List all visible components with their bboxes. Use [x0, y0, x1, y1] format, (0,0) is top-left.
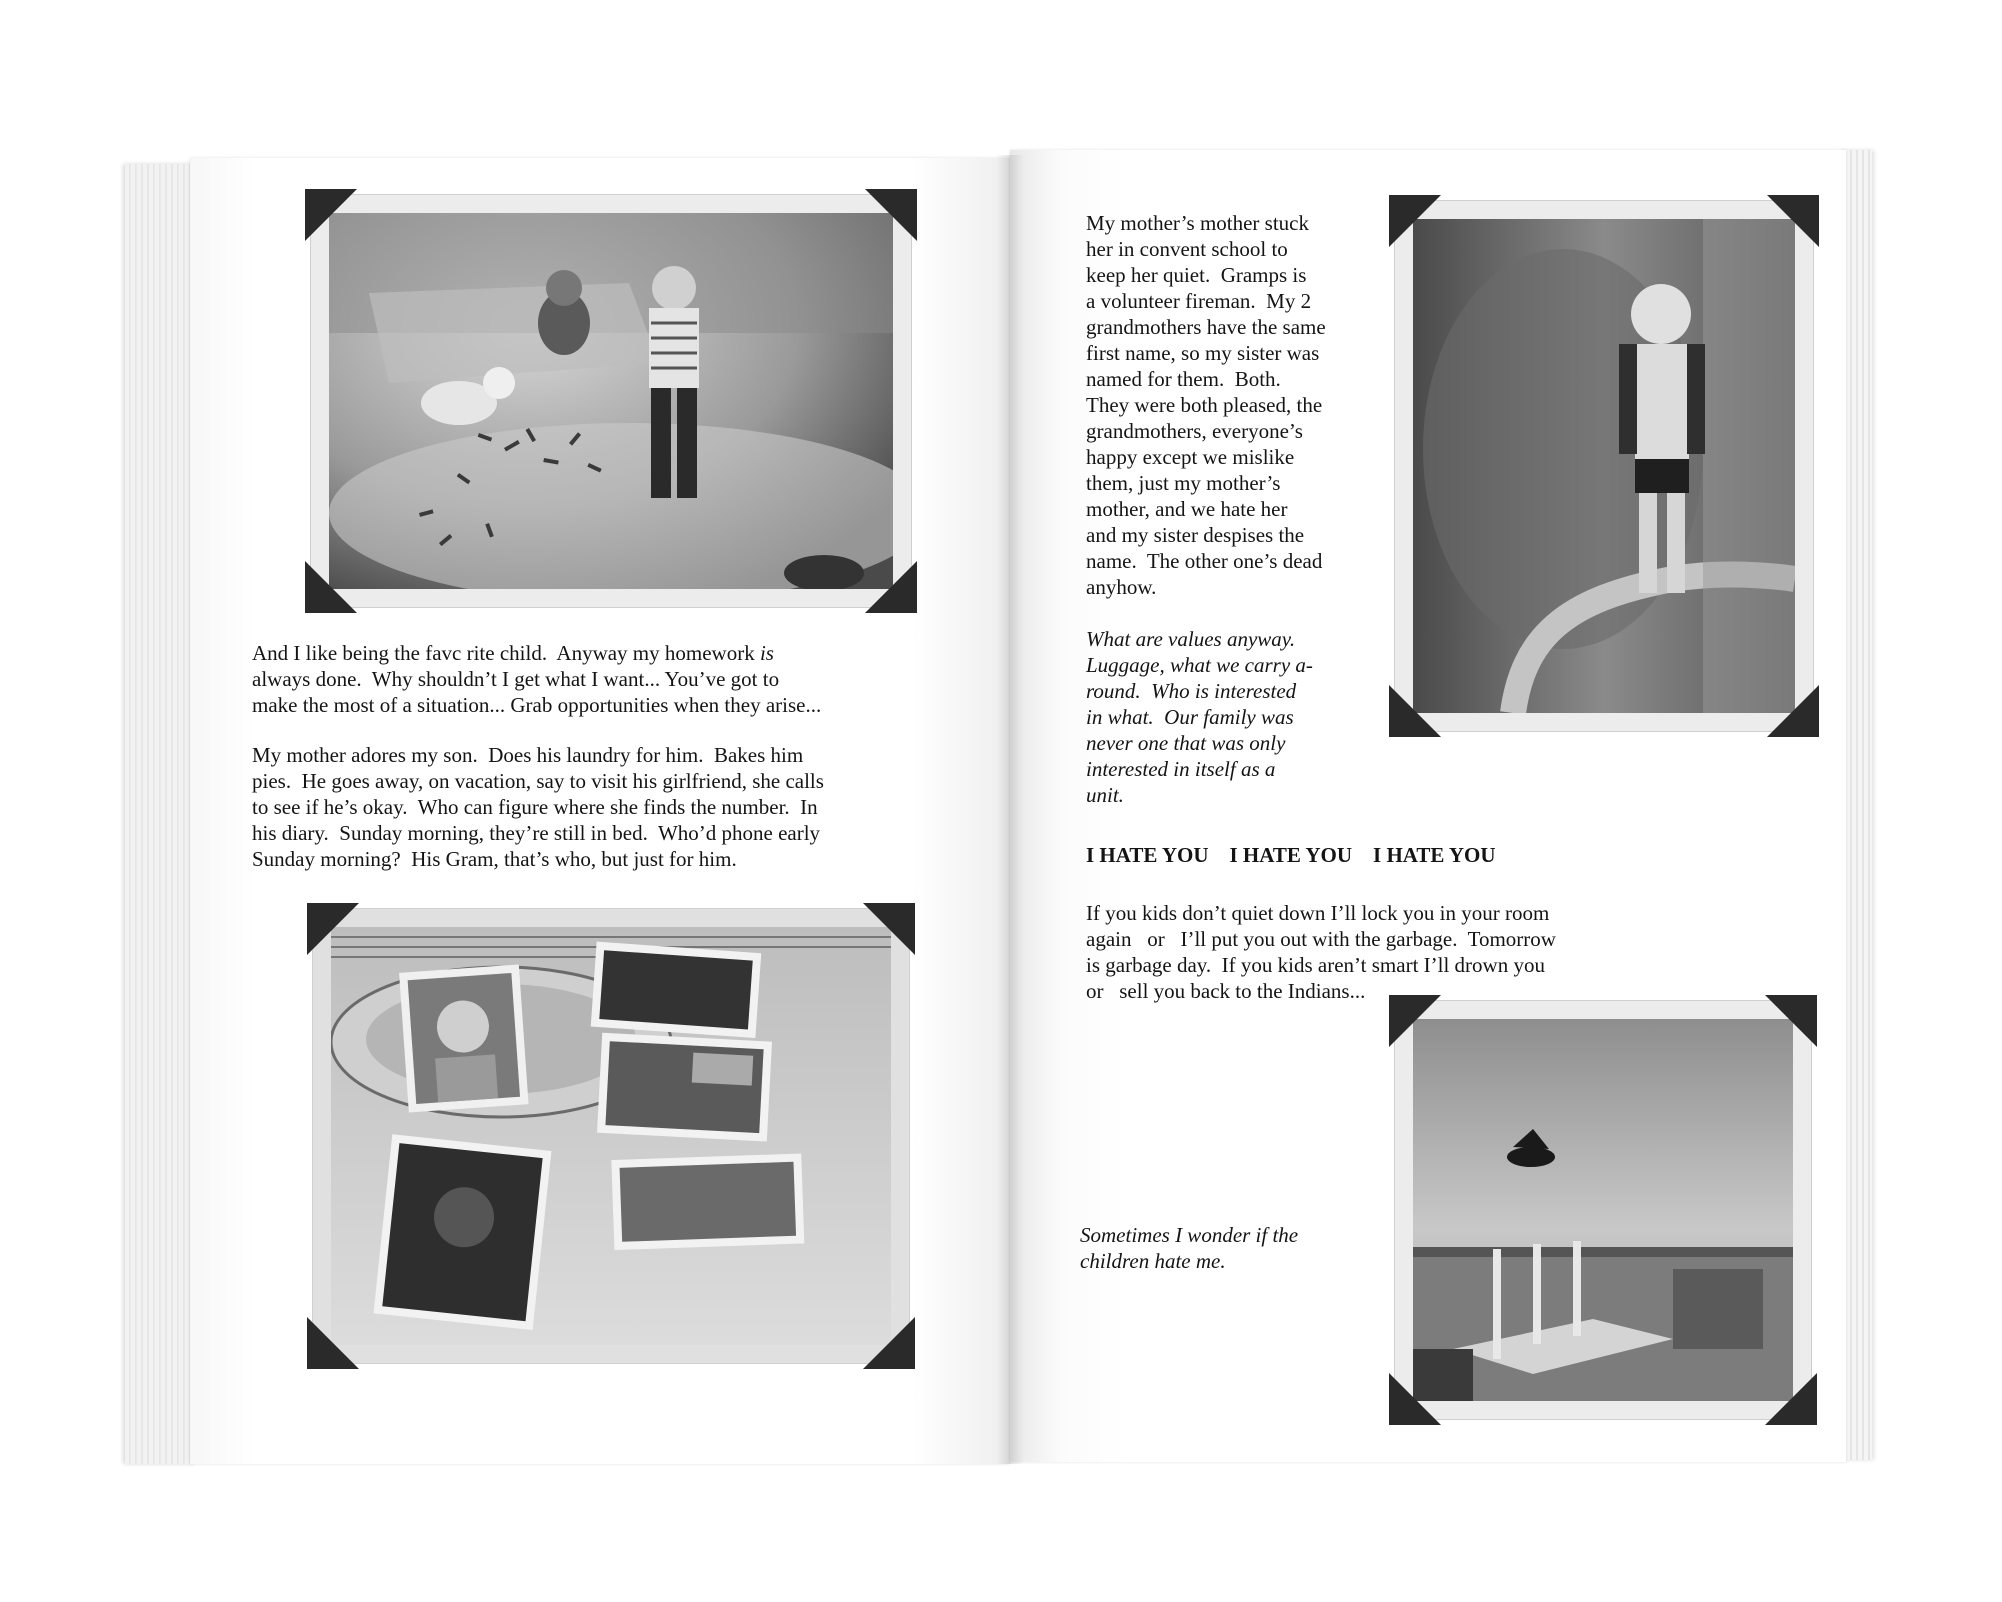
photo-dock-with-bird — [1394, 1000, 1812, 1420]
photo-corner-icon — [863, 1317, 915, 1369]
photo-snapshots-on-plate-image — [331, 927, 891, 1345]
photo-snapshots-on-plate — [312, 908, 910, 1364]
left-paragraph-1-emphasis: is — [759, 641, 774, 665]
photo-children-playing — [310, 194, 912, 608]
book-gutter — [996, 155, 1024, 1464]
photo-boy-standing — [1394, 200, 1814, 732]
photo-corner-icon — [1389, 995, 1441, 1047]
photo-corner-icon — [863, 903, 915, 955]
photo-corner-icon — [1389, 195, 1441, 247]
right-heading: I HATE YOU I HATE YOU I HATE YOU — [1086, 843, 1496, 867]
photo-corner-icon — [1765, 995, 1817, 1047]
photo-boy-standing-image — [1413, 219, 1795, 713]
left-paragraph-1-part-1: And I like being the favc rite child. Anyway my homework — [252, 641, 760, 665]
left-paragraph-1 — [252, 640, 972, 718]
left-page-edges — [125, 164, 195, 1464]
photo-corner-icon — [1389, 1373, 1441, 1425]
left-paragraph-1-part-2: always done. Why shouldn’t I get what I want... You’ve got to make the most of a situation... Grab opportunities when they arise... — [252, 667, 822, 717]
photo-corner-icon — [865, 189, 917, 241]
photo-corner-icon — [1765, 1373, 1817, 1425]
photo-corner-icon — [305, 561, 357, 613]
right-italic-paragraph: What are values anyway. Luggage, what we carry a- round. Who is interested in what. Our family was never one that was only interested in itself as a unit. — [1086, 627, 1313, 807]
photo-caption: Sometimes I wonder if the children hate me. — [1080, 1223, 1299, 1273]
photo-children-playing-image — [329, 213, 893, 589]
photo-corner-icon — [307, 903, 359, 955]
photo-corner-icon — [865, 561, 917, 613]
right-paragraph-2: If you kids don’t quiet down I’ll lock you in your room again or I’ll put you out with the garbage. Tomorrow is garbage day. If you kids aren’t smart I’ll drown you or sell you back to the Indians... — [1086, 901, 1556, 1003]
photo-corner-icon — [305, 189, 357, 241]
left-paragraph-2: My mother adores my son. Does his laundry for him. Bakes him pies. He goes away, on vacation, say to visit his girlfriend, she calls to see if he’s okay. Who can figure where she finds the number. In his diary. Sunday morning, they’re still in bed. Who’d phone early Sunday morning? His Gram, that’s who, but just for him. — [252, 743, 824, 871]
photo-corner-icon — [307, 1317, 359, 1369]
photo-dock-with-bird-image — [1413, 1019, 1793, 1401]
photo-corner-icon — [1767, 195, 1819, 247]
photo-corner-icon — [1389, 685, 1441, 737]
photo-corner-icon — [1767, 685, 1819, 737]
right-paragraph-1: My mother’s mother stuck her in convent school to keep her quiet. Gramps is a volunteer fireman. My 2 grandmothers have the same first name, so my sister was named for them. Both. They were both pleased, the grandmothers, everyone’s happy except we mislike them, just my mother’s mother, and we hate her and my sister despises the name. The other one’s dead anyhow. — [1086, 211, 1326, 599]
